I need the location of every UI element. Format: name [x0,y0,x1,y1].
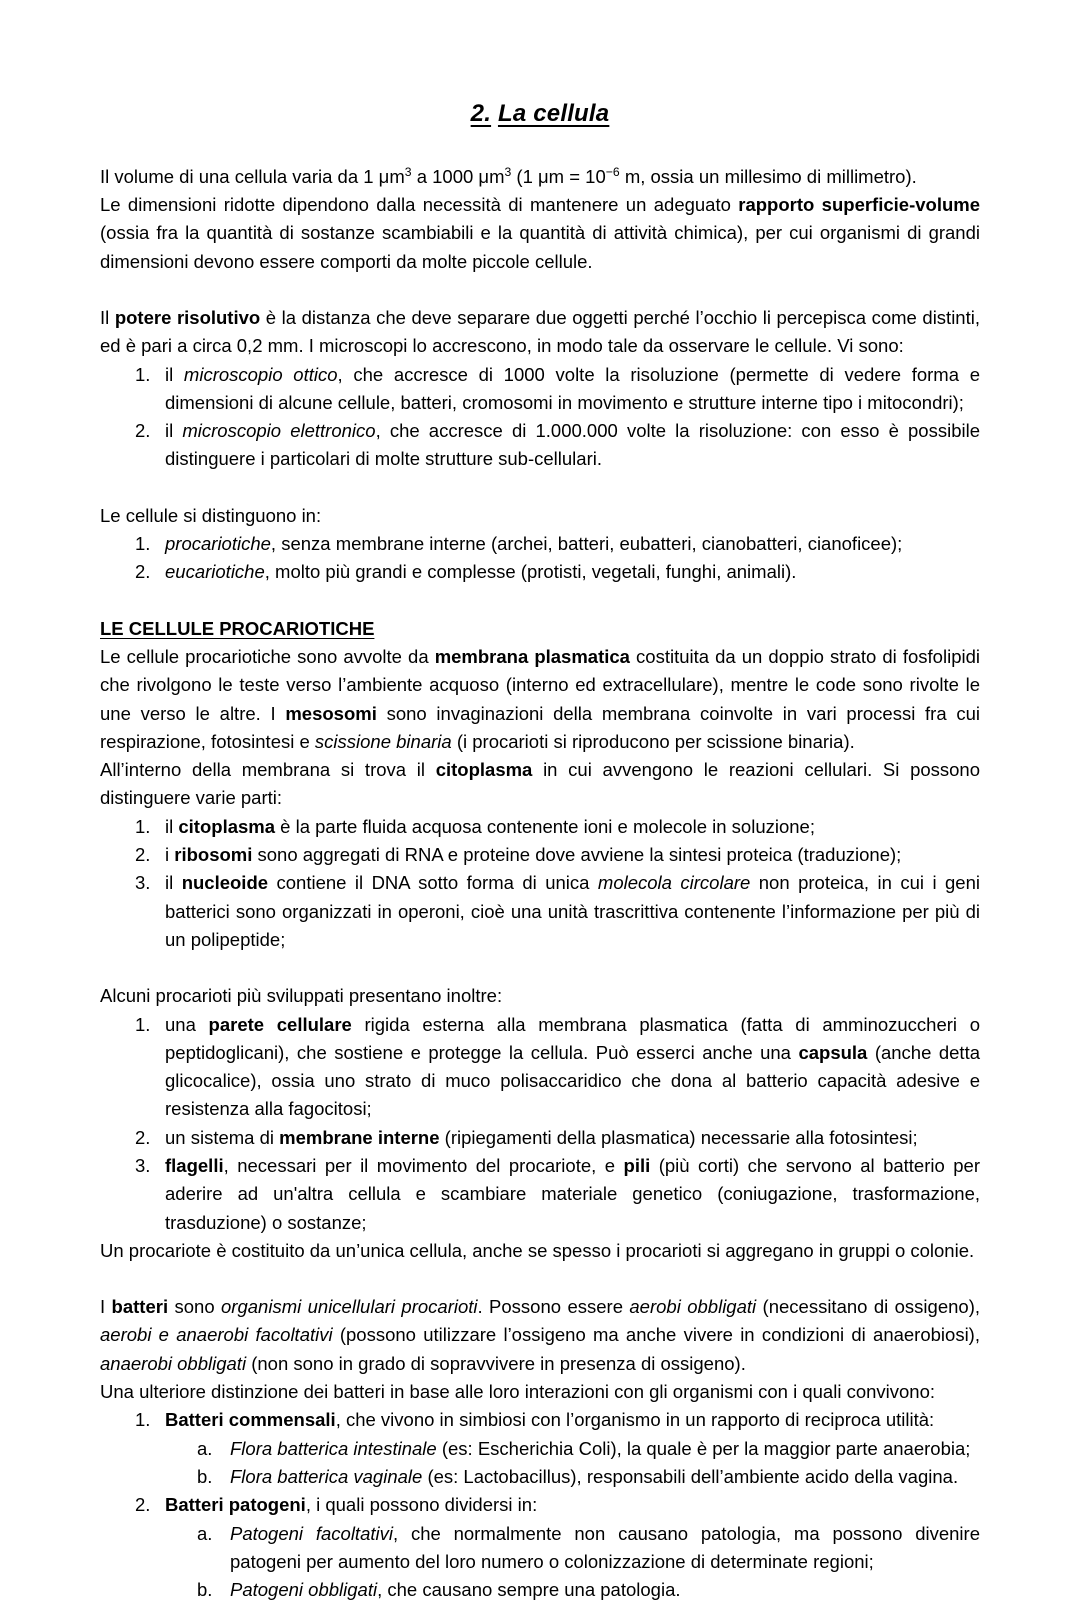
paragraph-spacer [100,1265,980,1293]
sp-a: Le cellule procariotiche sono avvolte da [100,645,435,667]
list-item-microscopio-ottico [100,361,980,418]
p4i2-b: (ripiegamenti della plasmatica) necessarie alla fotosintesi; [439,1126,918,1148]
paragraph-membrana-plasmatica [100,643,980,756]
pi1-bold: citoplasma [178,815,276,837]
p2-a: Il [100,306,115,328]
pi1-a: il [165,815,179,837]
sublist-patogeni [165,1520,980,1604]
p1-line2-b: (ossia fra la quantità di sostanze scambiabili e la quantità di attività chimica), per cui organismi di grandi dimensioni devono essere comporti da molte piccole cellule. [100,222,980,272]
pi1-b: è la parte fluida acquosa contenente ioni e molecole in soluzione; [275,815,815,837]
list-marker: 1. [135,363,151,385]
paragraph-spacer [100,954,980,982]
sp-b: costituita da un doppio strato di fosfolipidi che rivolgono le teste verso l’ambiente acquoso (interno ed extracellulare), mentre le code sono rivolte le une verso le altre. I [100,645,980,724]
p1-line2-a: Le dimensioni ridotte dipendono dalla necessità di mantenere un adeguato [100,194,739,216]
p2-item1-b: , che accresce di 1000 volte la risoluzione (permette di vedere forma e dimensioni di alcune cellule, batteri, cromosomi in movimento e strutture interne tipo i mitocondri); [165,363,980,413]
list-item-flagelli [100,1152,980,1237]
list-item-batteri-commensali [100,1406,980,1491]
sublist-marker: b. [197,1465,213,1487]
sp-c: sono invaginazioni della membrana coinvolte in vari processi fra cui respirazione, fotosintesi e [100,702,980,752]
b2sb-text: , che causano sempre una patologia. [377,1579,681,1601]
list-item-ribosomi [100,841,980,869]
sp-bold-mesosomi: mesosomi [285,702,377,724]
list-microscopi [100,361,980,474]
p5-f: (non sono in grado di sopravvivere in presenza di ossigeno). [246,1352,746,1374]
p1-line1-a: Il volume di una cellula varia da 1 μm [100,165,405,187]
section-heading-procariotiche: LE CELLULE PROCARIOTICHE [100,617,375,639]
p3-item2-italic: eucariotiche [165,561,265,583]
sublist-item-flora-vaginale [165,1463,980,1491]
p4i3-bold-pili: pili [623,1155,651,1176]
sp-bold-membrana: membrana plasmatica [434,645,630,667]
page-title [100,0,980,129]
p4i3-bold-flagelli: flagelli [165,1155,224,1176]
paragraph-procariote-unicellulare: Un procariote è costituito da un’unica cellula, anche se spesso i procarioti si aggregano in gruppi o colonie. [100,1239,975,1261]
p3-item2-b: , molto più grandi e complesse (protisti, vegetali, funghi, animali). [264,561,797,583]
sublist-marker: b. [197,1579,213,1601]
sublist-item-patogeni-facoltativi [165,1520,980,1577]
pi3-bold: nucleoide [181,872,269,894]
list-item-eucariotiche [100,558,980,586]
p4i2-bold: membrane interne [279,1126,440,1148]
paragraph-spacer [100,276,980,304]
list-marker: 2. [135,420,151,442]
list-tipi-cellule [100,530,980,587]
b1sb-italic: Flora batterica vaginale [230,1465,423,1487]
b1sa-text: (es: Escherichia Coli), la quale è per la maggior parte anaerobia; [436,1437,971,1459]
sublist-item-flora-intestinale [165,1435,980,1463]
list-item-nucleoide [100,869,980,954]
p4i2-a: un sistema di [165,1126,280,1148]
list-marker: 1. [135,1409,151,1431]
pi2-a: i [165,844,175,866]
p2-bold-potere: potere risolutivo [114,306,261,328]
paragraph-potere-risolutivo [100,304,980,361]
pi2-bold: ribosomi [174,844,253,866]
pi3-italic: molecola circolare [597,872,751,894]
list-item-parete-cellulare [100,1011,980,1124]
p2-item1-italic: microscopio ottico [183,363,338,385]
b2sa-italic: Patogeni facoltativi [230,1522,393,1544]
paragraph-citoplasma-intro [100,756,980,813]
p1-line1-d: m, ossia un millesimo di millimetro). [619,165,917,187]
b1-a: , che vivono in simbiosi con l’organismo in un rapporto di reciproca utilità: [335,1409,935,1431]
pi2-b: sono aggregati di RNA e proteine dove avviene la sintesi proteica (traduzione); [252,844,902,866]
p3-item1-italic: procariotiche [165,533,271,555]
p2-b: è la distanza che deve separare due oggetti perché l’occhio li percepisca come distinti, ed è pari a circa 0,2 mm. I microscopi lo accrescono, in modo tale da osservare le cellule. Vi sono: [100,306,980,357]
paragraph-volume-cellula [100,163,980,276]
p5-italic-anaerobi-obbligati: anaerobi obbligati [100,1352,247,1374]
paragraph-procarioti-sviluppati: Alcuni procarioti più sviluppati presentano inoltre: [100,985,503,1007]
sublist-marker: a. [197,1522,213,1544]
p2-item2-b: , che accresce di 1.000.000 volte la risoluzione: con esso è possibile distinguere i particolari di molte strutture sub-cellulari. [165,420,980,470]
pi3-b: contiene il DNA sotto forma di unica [268,872,598,894]
list-item-procariotiche [100,530,980,558]
p5-e: (possono utilizzare l’ossigeno ma anche vivere in condizioni di anaerobiosi), [332,1324,980,1346]
p2-item2-a: il [165,420,183,442]
list-item-membrane-interne [100,1124,980,1152]
sublist-item-patogeni-obbligati [165,1576,980,1604]
list-parti-citoplasma [100,813,980,954]
p5-a: I [100,1296,112,1318]
list-marker: 1. [135,533,151,555]
list-marker: 1. [135,815,151,837]
sp2-b: in cui avvengono le reazioni cellulari. Si possono distinguere varie parti: [100,759,981,809]
p1-line1-b: a 1000 μm [411,165,505,187]
p5-italic-organismi: organismi unicellulari procarioti [221,1296,478,1318]
pi3-a: il [165,872,182,894]
b2sb-italic: Patogeni obbligati [230,1579,378,1601]
b1sb-text: (es: Lactobacillus), responsabili dell’ambiente acido della vagina. [422,1465,959,1487]
paragraph-spacer [100,474,980,502]
b2sa-text: , che normalmente non causano patologia, ma possono divenire patogeni per aumento del loro numero o colonizzazione di determinate regioni; [230,1522,980,1572]
b2-a: , i quali possono dividersi in: [305,1494,538,1516]
b1sa-italic: Flora batterica intestinale [230,1437,437,1459]
p4i1-a: una [165,1013,209,1035]
page-title-number: 2. [470,100,492,127]
p5-c: . Possono essere [477,1296,630,1318]
list-marker: 2. [135,1494,151,1516]
list-marker: 3. [135,1155,151,1176]
paragraph-spacer [100,587,980,615]
list-marker: 2. [135,844,151,866]
p2-item2-italic: microscopio elettronico [182,420,376,442]
p4i1-b: rigida esterna alla membrana plasmatica (fatta di amminozuccheri o peptidoglicani), che sostiene e protegge la cellula. Può esserci anche una [165,1013,980,1063]
b1-bold: Batteri commensali [165,1409,336,1431]
p4i1-bold-capsula: capsula [798,1041,868,1063]
list-item-batteri-patogeni [100,1491,980,1604]
list-marker: 2. [135,1126,151,1148]
p1-sup-1: 3 [404,164,412,179]
paragraph-distinzione-cellule: Le cellule si distinguono in: [100,504,322,526]
sp-d: (i procarioti si riproducono per scissione binaria). [451,730,855,752]
p1-line1-c: (1 μm = 10 [511,165,606,187]
sublist-commensali [165,1435,980,1492]
document-content [100,0,980,1604]
p1-sup-2: 3 [504,164,512,179]
list-tipi-batteri [100,1406,980,1604]
p4i1-c: (anche detta glicocalice), ossia uno strato di muco polisaccaridico che dona al batterio capacità adesive e resistenza alla fagocitosi; [165,1041,980,1120]
pi3-c: non proteica, in cui i geni batterici sono organizzati in operoni, cioè una unità trascrittiva contenente l’informazione per più di un polipeptide; [165,872,980,950]
p5-bold-batteri: batteri [111,1296,169,1318]
p5-italic-facoltativi: aerobi e anaerobi facoltativi [100,1324,333,1346]
list-marker: 1. [135,1013,151,1035]
p4i1-bold-parete: parete cellulare [208,1013,352,1035]
paragraph-distinzione-batteri: Una ulteriore distinzione dei batteri in base alle loro interazioni con gli organismi con i quali convivono: [100,1381,936,1403]
list-marker: 3. [135,872,151,894]
p4i3-a: , necessari per il movimento del procariote, e [223,1155,624,1176]
p5-d: (necessitano di ossigeno), [756,1296,980,1318]
p2-item1-a: il [165,363,184,385]
sp2-a: All’interno della membrana si trova il [100,759,436,781]
p5-b: sono [168,1296,222,1318]
b2-bold: Batteri patogeni [165,1494,306,1516]
paragraph-batteri [100,1293,980,1378]
p3-item1-b: , senza membrane interne (archei, batteri, eubatteri, cianobatteri, cianoficee); [270,533,903,555]
page-title-text: La cellula [497,100,610,127]
list-strutture-aggiuntive [100,1011,980,1237]
p1-bold-rapporto: rapporto superficie-volume [738,194,980,216]
list-marker: 2. [135,561,151,583]
sp-italic-scissione: scissione binaria [314,730,452,752]
p1-sup-3: −6 [605,164,620,179]
p4i3-b: (più corti) che servono al batterio per aderire ad un'altra cellula e scambiare materiale genetico (coniugazione, trasformazione, trasduzione) o sostanze; [165,1155,980,1233]
list-item-microscopio-elettronico [100,417,980,474]
sublist-marker: a. [197,1437,213,1459]
p5-italic-aerobi-obbligati: aerobi obbligati [629,1296,757,1318]
sp2-bold-citoplasma: citoplasma [435,759,533,781]
list-item-citoplasma [100,813,980,841]
